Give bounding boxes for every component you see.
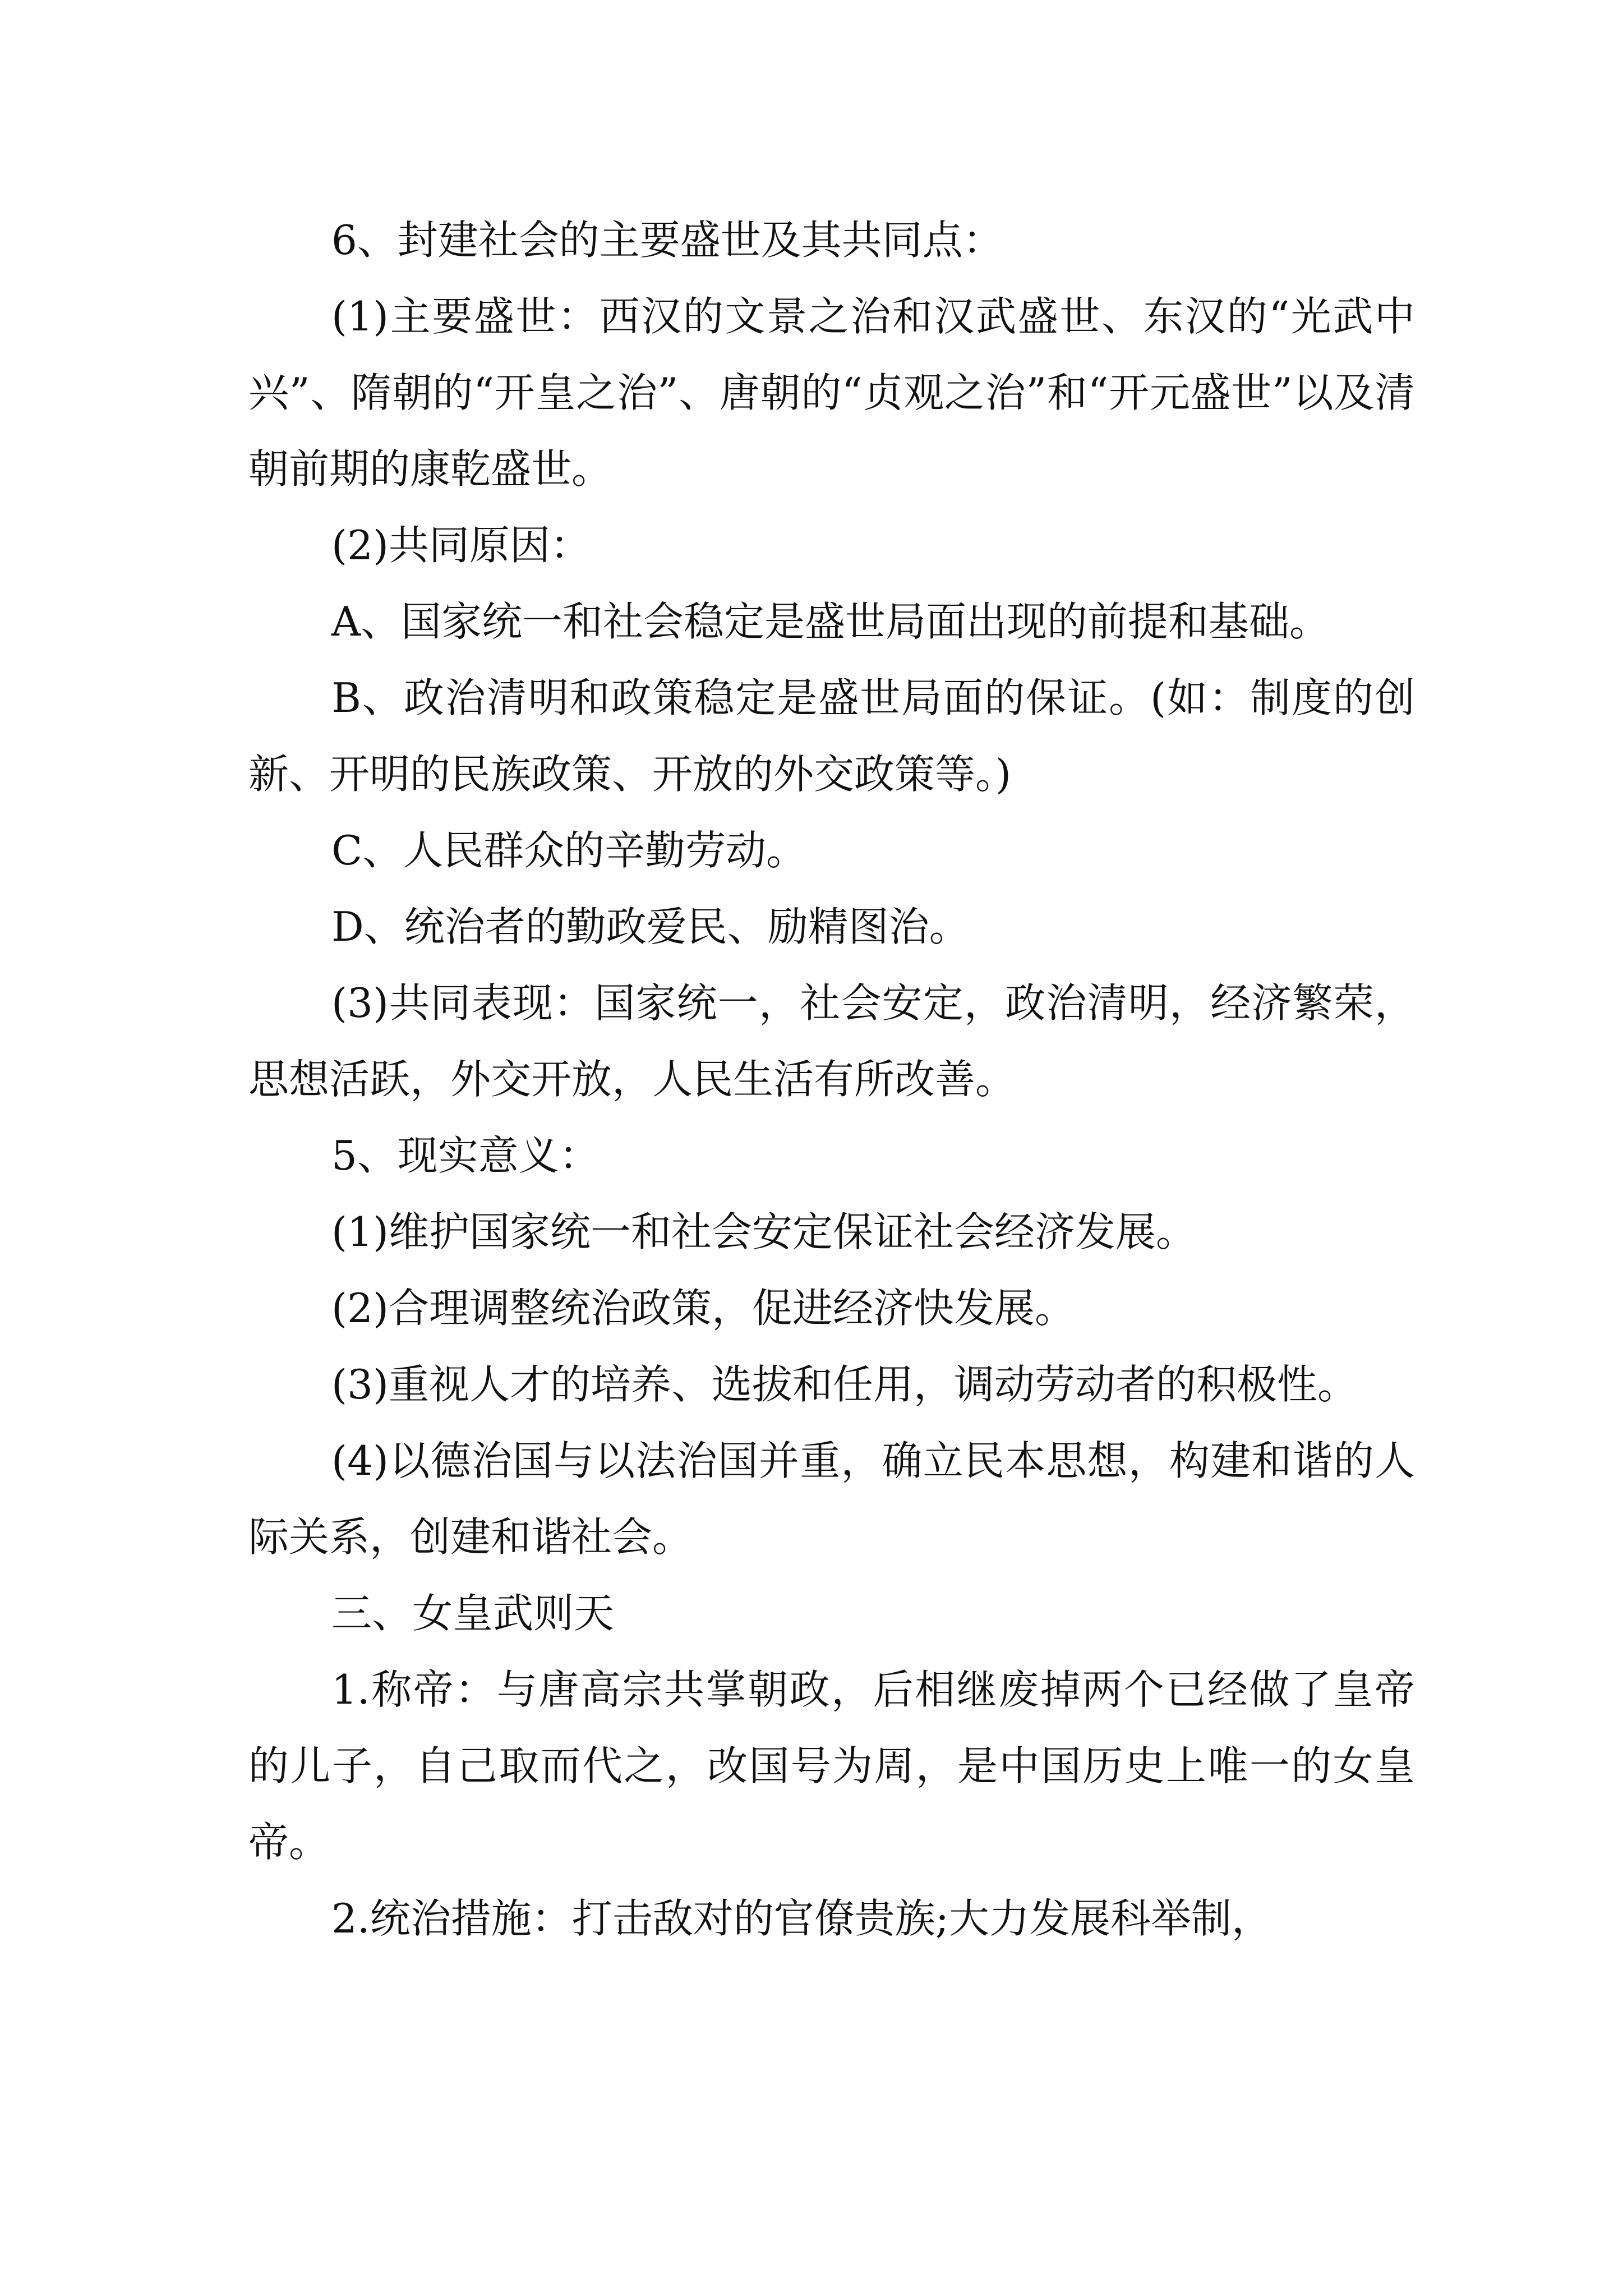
cause-a: A、国家统一和社会稳定是盛世局面出现的前提和基础。 xyxy=(331,598,1330,645)
paragraph-becoming-emperor: 1.称帝：与唐高宗共掌朝政，后相继废掉两个已经做了皇帝的儿子，自己取而代之，改国号为周，是中国历史上唯一的女皇帝。 xyxy=(248,1666,1415,1866)
heading-wu-zetian: 三、女皇武则天 xyxy=(331,1590,615,1637)
cause-c: C、人民群众的辛勤劳动。 xyxy=(331,827,807,874)
paragraph-main-eras: (1)主要盛世：西汉的文景之治和汉武盛世、东汉的“光武中兴”、隋朝的“开皇之治”、唐朝的“贞观之治”和“开元盛世”以及清朝前期的康乾盛世。 xyxy=(248,293,1415,493)
significance-3: (3)重视人才的培养、选拔和任用，调动劳动者的积极性。 xyxy=(331,1361,1358,1408)
significance-2: (2)合理调整统治政策，促进经济快发展。 xyxy=(331,1285,1075,1332)
paragraph-ruling-measures: 2.统治措施：打击敌对的官僚贵族;大力发展科举制， xyxy=(331,1895,1272,1942)
significance-1: (1)维护国家统一和社会安定保证社会经济发展。 xyxy=(331,1208,1196,1255)
significance-4: (4)以德治国与以法治国并重，确立民本思想，构建和谐的人际关系，创建和谐社会。 xyxy=(248,1437,1415,1561)
document-body xyxy=(248,202,1415,1957)
cause-d: D、统治者的勤政爱民、励精图治。 xyxy=(331,903,970,950)
heading-prosperous-eras: 6、封建社会的主要盛世及其共同点： xyxy=(331,217,1003,264)
cause-b: B、政治清明和政策稳定是盛世局面的保证。(如：制度的创新、开明的民族政策、开放的外交政策等。) xyxy=(248,674,1415,798)
heading-practical-significance: 5、现实意义： xyxy=(331,1132,600,1179)
paragraph-common-features: (3)共同表现：国家统一，社会安定，政治清明，经济繁荣，思想活跃，外交开放，人民生活有所改善。 xyxy=(248,979,1415,1103)
subheading-common-causes: (2)共同原因： xyxy=(331,522,591,569)
